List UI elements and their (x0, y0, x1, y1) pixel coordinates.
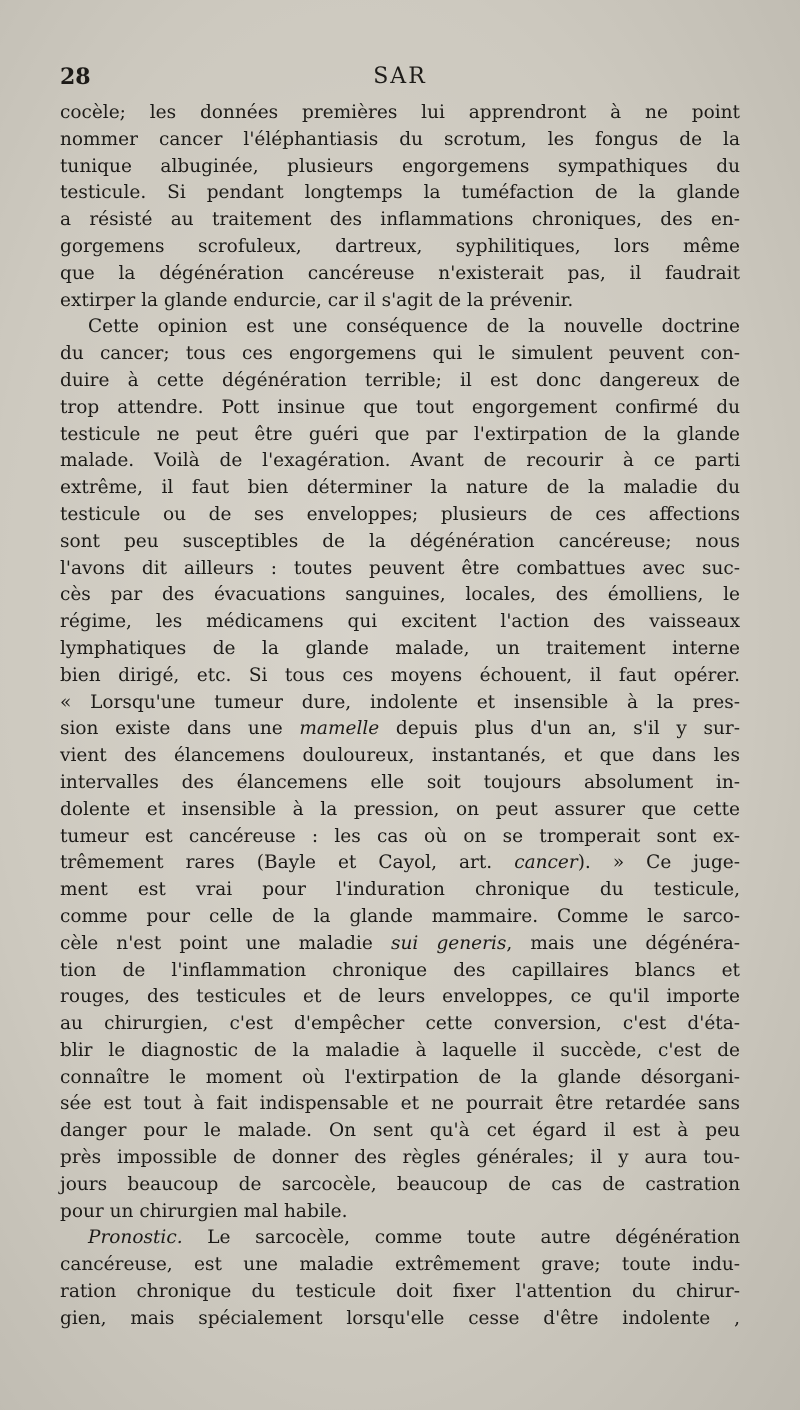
text-line: jours beaucoup de sarcocèle, beaucoup de cas de castration (60, 1173, 740, 1195)
text-line: ration chronique du testicule doit fixer l'attention du chirur- (60, 1281, 740, 1303)
italic-term: Pronostic. (88, 1227, 183, 1249)
text-line: régime, les médicamens qui excitent l'action des vaisseaux (60, 611, 740, 633)
text-line: testicule. Si pendant longtemps la tuméfaction de la glande (60, 182, 740, 204)
text-line: sont peu susceptibles de la dégénération cancéreuse; nous (60, 530, 740, 552)
text-line: gien, mais spécialement lorsqu'elle cesse d'être indolente , (60, 1307, 740, 1329)
text-line: malade. Voilà de l'exagération. Avant de recourir à ce parti (60, 450, 740, 472)
text-line: intervalles des élancemens elle soit toujours absolument in- (60, 771, 740, 793)
text-line: au chirurgien, c'est d'empêcher cette conversion, c'est d'éta- (60, 1013, 740, 1035)
text-line: nommer cancer l'éléphantiasis du scrotum, les fongus de la (60, 128, 740, 150)
text-line: pour un chirurgien mal habile. (60, 1200, 348, 1222)
text-line: tion de l'inflammation chronique des capillaires blancs et (60, 959, 740, 981)
text-line: tunique albuginée, plusieurs engorgemens sympathiques du (60, 155, 740, 177)
text-line: blir le diagnostic de la maladie à laquelle il succède, c'est de (60, 1039, 740, 1061)
text-line: tumeur est cancéreuse : les cas où on se tromperait sont ex- (60, 825, 740, 847)
italic-term: sui generis (390, 932, 507, 954)
text-line: trop attendre. Pott insinue que tout engorgement confirmé du (60, 396, 740, 418)
text-line: cocèle; les données premières lui apprendront à ne point (60, 102, 740, 123)
text-line: sée est tout à fait indispensable et ne pourrait être retardée sans (60, 1093, 740, 1115)
text-line: extrême, il faut bien déterminer la nature de la maladie du (60, 477, 740, 499)
text-line: comme pour celle de la glande mammaire. Comme le sarco- (60, 905, 740, 927)
text-line: gorgemens scrofuleux, dartreux, syphilitiques, lors même (60, 235, 740, 257)
body-text (60, 100, 740, 1333)
text-line: que la dégénération cancéreuse n'existerait pas, il faudrait (60, 262, 740, 284)
text-line-italic-cancer: trêmement rares (Bayle et Cayol, art. cancer). » Ce juge- (60, 852, 740, 874)
text-line: rouges, des testicules et de leurs enveloppes, ce qu'il importe (60, 986, 740, 1008)
text-line: a résisté au traitement des inflammations chroniques, des en- (60, 209, 740, 231)
text-line: cès par des évacuations sanguines, locales, des émolliens, le (60, 584, 740, 606)
paragraph-start-line: Cette opinion est une conséquence de la nouvelle doctrine (88, 316, 740, 338)
text-line-italic-sui-generis: cèle n'est point une maladie sui generis, mais une dégénéra- (60, 932, 740, 954)
section-pronostic-line: Pronostic. Le sarcocèle, comme toute autre dégénération (88, 1227, 740, 1249)
page-number: 28 (60, 64, 91, 90)
text-line: ment est vrai pour l'induration chronique du testicule, (60, 879, 740, 901)
text-line: dolente et insensible à la pression, on peut assurer que cette (60, 798, 740, 820)
text-line: vient des élancemens douloureux, instantanés, et que dans les (60, 745, 740, 767)
text-line: duire à cette dégénération terrible; il est donc dangereux de (60, 369, 740, 391)
text-line: testicule ne peut être guéri que par l'extirpation de la glande (60, 423, 740, 445)
text-line: du cancer; tous ces engorgemens qui le simulent peuvent con- (60, 343, 740, 365)
italic-term: cancer (514, 852, 578, 874)
text-line: près impossible de donner des règles générales; il y aura tou- (60, 1147, 740, 1169)
text-line: cancéreuse, est une maladie extrêmement grave; toute indu- (60, 1254, 740, 1276)
text-line: « Lorsqu'une tumeur dure, indolente et insensible à la pres- (60, 691, 740, 713)
text-line: l'avons dit ailleurs : toutes peuvent être combattues avec suc- (60, 557, 740, 579)
text-line: bien dirigé, etc. Si tous ces moyens échouent, il faut opérer. (60, 664, 740, 686)
italic-term: mamelle (299, 718, 380, 740)
text-line: extirper la glande endurcie, car il s'agit de la prévenir. (60, 289, 574, 311)
text-line: lymphatiques de la glande malade, un traitement interne (60, 637, 740, 659)
running-head: SAR (373, 64, 427, 89)
page-header (60, 64, 740, 96)
text-line: testicule ou de ses enveloppes; plusieurs de ces affections (60, 503, 740, 525)
text-line: connaître le moment où l'extirpation de la glande désorgani- (60, 1066, 740, 1088)
text-line: danger pour le malade. On sent qu'à cet égard il est à peu (60, 1120, 740, 1142)
text-line-italic-mamelle: sion existe dans une mamelle depuis plus d'un an, s'il y sur- (60, 718, 740, 740)
